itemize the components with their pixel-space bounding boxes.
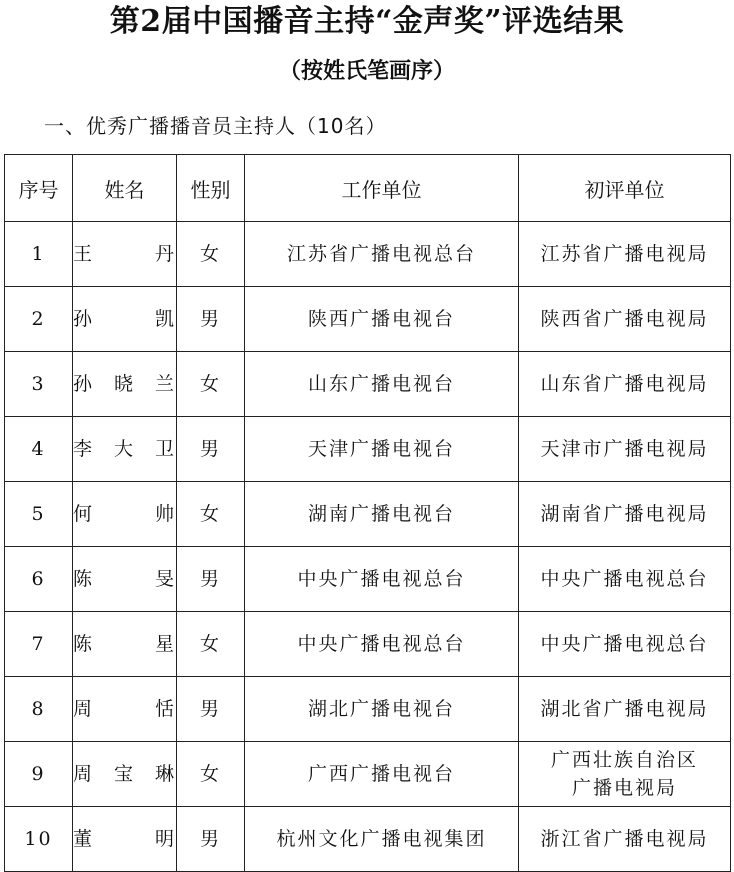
cell-number: 2	[5, 287, 73, 352]
cell-name: 孙晓兰	[73, 352, 177, 417]
cell-review-unit	[519, 677, 731, 742]
review-unit-line: 广播电视局	[571, 777, 677, 799]
cell-name: 陈 旻	[73, 547, 177, 612]
table-row	[5, 352, 731, 417]
cell-gender: 女	[177, 612, 245, 677]
section-heading: 一、优秀广播播音员主持人（10名）	[44, 114, 387, 138]
cell-gender: 男	[177, 677, 245, 742]
cell-review-unit	[519, 352, 731, 417]
cell-work-unit: 江苏省广播电视总台	[245, 222, 519, 287]
cell-work-unit: 湖南广播电视台	[245, 482, 519, 547]
table-row	[5, 612, 731, 677]
cell-number: 1	[5, 222, 73, 287]
table-row	[5, 807, 731, 872]
cell-number: 3	[5, 352, 73, 417]
document-subtitle: （按姓氏笔画序）	[278, 58, 455, 84]
table-row	[5, 222, 731, 287]
header-work-unit: 工作单位	[245, 155, 519, 222]
review-unit-line: 山东省广播电视局	[540, 373, 709, 395]
table-row	[5, 417, 731, 482]
table-row	[5, 287, 731, 352]
cell-work-unit: 天津广播电视台	[245, 417, 519, 482]
review-unit-line: 天津市广播电视局	[540, 438, 709, 460]
cell-number: 6	[5, 547, 73, 612]
cell-gender: 女	[177, 352, 245, 417]
review-unit-line: 湖北省广播电视局	[540, 698, 709, 720]
header-gender: 性别	[177, 155, 245, 222]
cell-number: 7	[5, 612, 73, 677]
review-unit-line: 中央广播电视总台	[540, 633, 709, 655]
cell-review-unit	[519, 222, 731, 287]
header-name: 姓名	[73, 155, 177, 222]
cell-work-unit: 山东广播电视台	[245, 352, 519, 417]
cell-number: 8	[5, 677, 73, 742]
header-number: 序号	[5, 155, 73, 222]
cell-gender: 男	[177, 287, 245, 352]
review-unit-line: 浙江省广播电视局	[540, 828, 709, 850]
cell-gender: 女	[177, 742, 245, 807]
cell-gender: 男	[177, 807, 245, 872]
cell-work-unit: 湖北广播电视台	[245, 677, 519, 742]
cell-gender: 女	[177, 482, 245, 547]
cell-number: 9	[5, 742, 73, 807]
cell-name: 陈 星	[73, 612, 177, 677]
cell-name: 李大卫	[73, 417, 177, 482]
cell-review-unit	[519, 482, 731, 547]
cell-name: 周 恬	[73, 677, 177, 742]
document-title: 第2届中国播音主持“金声奖”评选结果	[109, 4, 625, 39]
cell-review-unit	[519, 287, 731, 352]
cell-gender: 女	[177, 222, 245, 287]
cell-review-unit	[519, 807, 731, 872]
cell-number: 5	[5, 482, 73, 547]
cell-name: 王 丹	[73, 222, 177, 287]
table-row	[5, 677, 731, 742]
table-body	[5, 222, 731, 872]
table-row	[5, 482, 731, 547]
cell-review-unit	[519, 417, 731, 482]
cell-number: 10	[5, 807, 73, 872]
cell-work-unit: 广西广播电视台	[245, 742, 519, 807]
table-row	[5, 742, 731, 807]
cell-name: 董 明	[73, 807, 177, 872]
cell-review-unit	[519, 612, 731, 677]
cell-name: 何 帅	[73, 482, 177, 547]
review-unit-line: 湖南省广播电视局	[540, 503, 709, 525]
table-row	[5, 547, 731, 612]
review-unit-line: 江苏省广播电视局	[540, 243, 709, 265]
review-unit-line: 陕西省广播电视局	[540, 308, 709, 330]
cell-work-unit: 陕西广播电视台	[245, 287, 519, 352]
cell-name: 孙 凯	[73, 287, 177, 352]
cell-gender: 男	[177, 417, 245, 482]
review-unit-line: 中央广播电视总台	[540, 568, 709, 590]
cell-review-unit	[519, 742, 731, 807]
table-header-row	[5, 155, 731, 222]
cell-work-unit: 中央广播电视总台	[245, 612, 519, 677]
cell-gender: 男	[177, 547, 245, 612]
cell-number: 4	[5, 417, 73, 482]
cell-name: 周宝琳	[73, 742, 177, 807]
cell-work-unit: 中央广播电视总台	[245, 547, 519, 612]
winners-table	[4, 154, 731, 872]
header-review-unit: 初评单位	[519, 155, 731, 222]
review-unit-line: 广西壮族自治区	[550, 749, 698, 771]
cell-work-unit: 杭州文化广播电视集团	[245, 807, 519, 872]
cell-review-unit	[519, 547, 731, 612]
